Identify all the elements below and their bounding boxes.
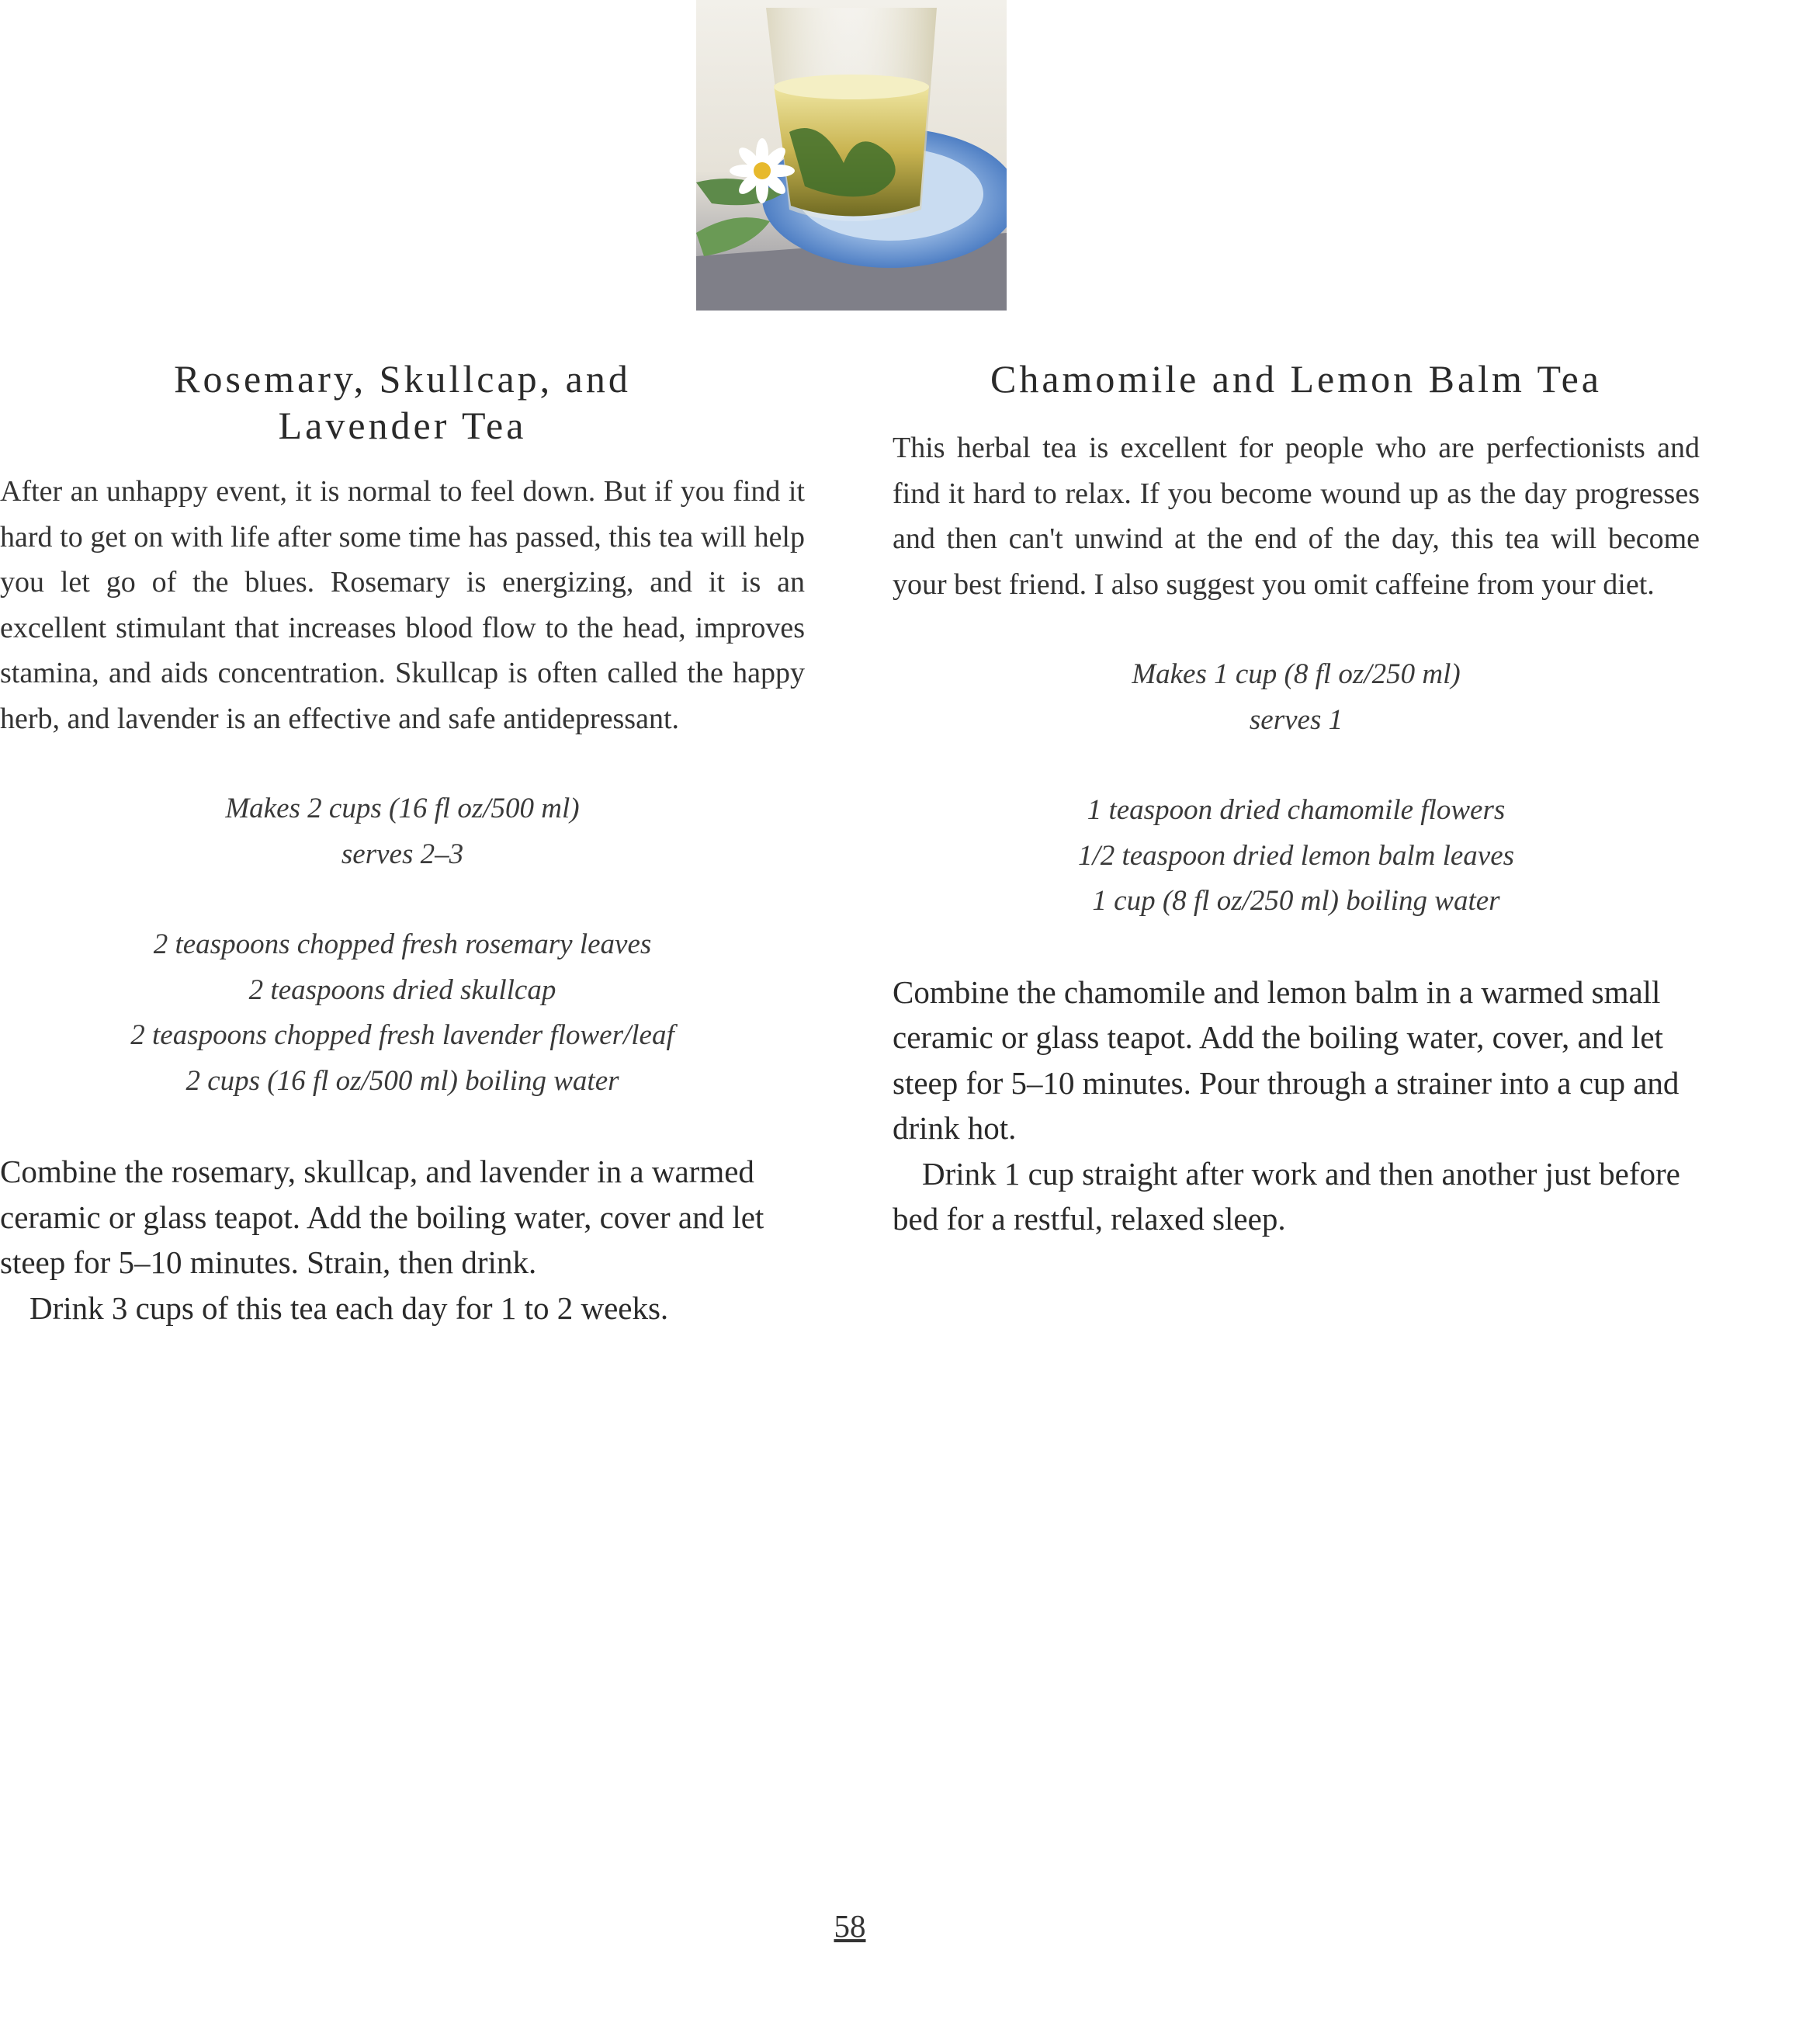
recipe-yield — [893, 652, 1700, 743]
method-paragraph: Combine the rosemary, skullcap, and lavender in a warmed ceramic or glass teapot. Add the boiling water, cover and let steep for 5–10 minutes. Strain, then drink. — [0, 1154, 764, 1280]
ingredient-item: 1/2 teaspoon dried lemon balm leaves — [1077, 839, 1515, 872]
ingredient-item: 1 teaspoon dried chamomile flowers — [1087, 794, 1506, 826]
yield-serves: serves 1 — [1249, 703, 1343, 736]
method-paragraph: Combine the chamomile and lemon balm in a warmed small ceramic or glass teapot. Add the boiling water, cover, and let steep for 5–10 minutes. Pour through a strainer into a cup and drink hot. — [893, 973, 1680, 1146]
method-paragraph: Drink 1 cup straight after work and then another just before bed for a restful, relaxed sleep. — [893, 1155, 1680, 1237]
yield-serves: serves 2–3 — [341, 838, 464, 870]
recipe-method — [893, 970, 1700, 1242]
recipe-title — [0, 356, 805, 449]
recipe-title-line-2: Lavender Tea — [278, 404, 527, 447]
tea-cup-photo — [696, 0, 1007, 311]
recipe-title: Chamomile and Lemon Balm Tea — [990, 357, 1602, 401]
ingredient-item: 2 cups (16 fl oz/500 ml) boiling water — [185, 1064, 619, 1097]
yield-amount: Makes 2 cups (16 fl oz/500 ml) — [225, 793, 580, 824]
tea-cup-illustration — [696, 0, 1007, 311]
ingredient-item: 2 teaspoons dried skullcap — [248, 973, 556, 1006]
ingredient-list — [0, 922, 805, 1104]
yield-amount: Makes 1 cup (8 fl oz/250 ml) — [1132, 658, 1461, 690]
ingredient-item: 2 teaspoons chopped fresh rosemary leaves — [153, 928, 652, 960]
recipe-chamomile-lemon-balm — [893, 356, 1700, 1242]
ingredient-item: 2 teaspoons chopped fresh lavender flower/leaf — [130, 1019, 674, 1051]
recipe-yield — [0, 786, 805, 877]
recipe-rosemary-skullcap-lavender — [0, 356, 805, 1331]
recipe-method — [0, 1149, 805, 1331]
recipe-title-line-1: Rosemary, Skullcap, and — [174, 357, 631, 401]
recipe-intro: After an unhappy event, it is normal to feel down. But if you find it hard to get on with life after some time has passed, this tea will help you let go of the blues. Rosemary is energizing, and it is an excellent stimulant that increases blood flow to the head, improves stamina, and aids concentration. Skullcap is often called the happy herb, and lavender is an effective and safe antidepressant. — [0, 475, 805, 735]
recipe-intro: This herbal tea is excellent for people who are perfectionists and find it hard to relax. If you become wound up as the day progresses and then can't unwind at the end of the day, this tea will become your best friend. I also suggest you omit caffeine from your diet. — [893, 432, 1700, 601]
page-number: 58 — [834, 1908, 866, 1944]
ingredient-list — [893, 788, 1700, 925]
method-paragraph: Drink 3 cups of this tea each day for 1 to 2 weeks. — [29, 1289, 669, 1326]
ingredient-item: 1 cup (8 fl oz/250 ml) boiling water — [1092, 885, 1500, 917]
